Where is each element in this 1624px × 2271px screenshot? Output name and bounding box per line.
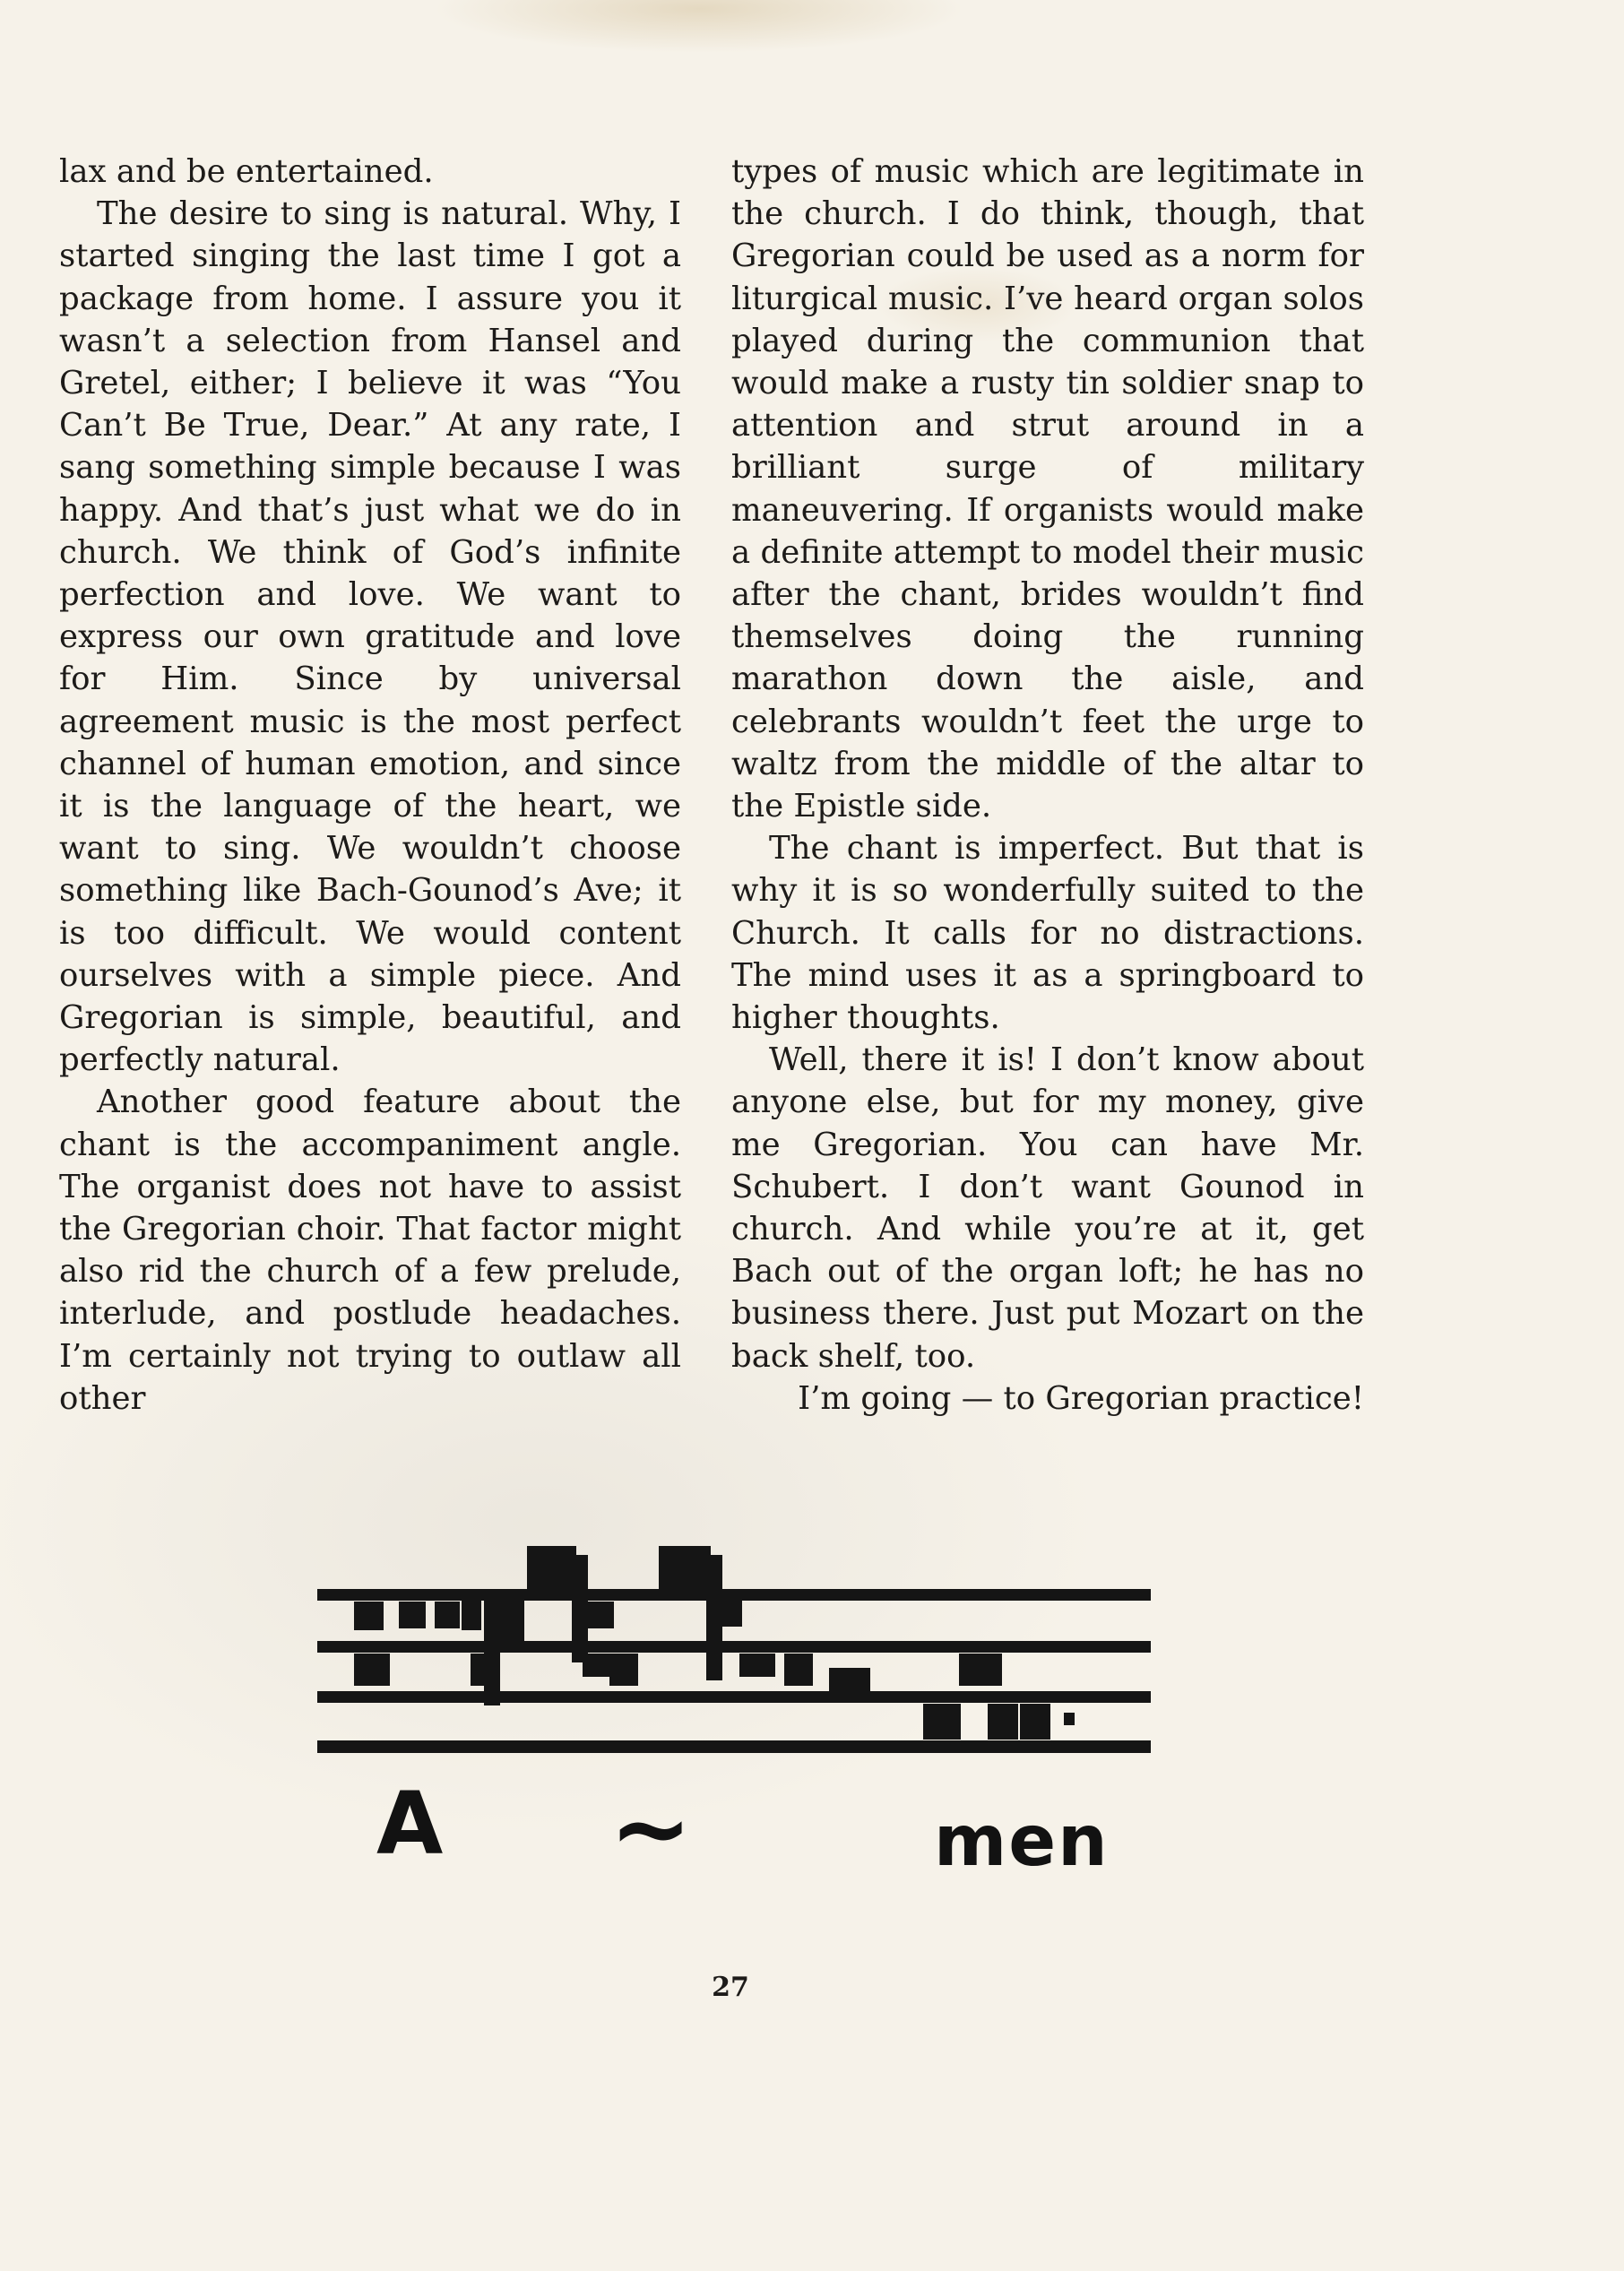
neume: [499, 1598, 524, 1643]
amen-tilde: ~: [609, 1771, 693, 1886]
staff-line: [317, 1641, 1151, 1653]
left-paragraph-2: The desire to sing is natural. Why, I started singing the last time I got a package from home. I assure you it wasn’t a selection from Hansel and Gretel, either; I believe it was “You Can’t Be True, Dear.” At any rate, I sang something simple because I was happy. And that’s just what we do in church. We think of God’s infinite perfection and love. We want to express our own gratitude and love for Him. Since by universal agreement music is the most perfect channel of human emotion, and since it is the language of the heart, we want to sing. We wouldn’t choose something like Bach-Gounod’s Ave; it is too difficult. We would content ourselves with a simple piece. And Gregorian is simple, beautiful, and perfectly natural.: [59, 195, 681, 1079]
neume: [583, 1654, 609, 1677]
left-column: [59, 151, 681, 1420]
neume: [471, 1654, 499, 1686]
neume: [829, 1668, 870, 1695]
page-number: 27: [712, 1972, 749, 2003]
neume: [988, 1704, 1018, 1740]
neume: [717, 1600, 742, 1627]
neume: [1064, 1713, 1075, 1725]
neume: [959, 1654, 1002, 1686]
neume: [572, 1555, 588, 1662]
neume: [484, 1598, 500, 1705]
right-paragraph-3: Well, there it is! I don’t know about anyone else, but for my money, give me Gregorian. You can have Mr. Schubert. I don’t want Gounod in church. And while you’re at it, get Bach out of the organ loft; he has no business there. Just put Mozart on the back shelf, too.: [731, 1041, 1364, 1375]
right-column: [731, 151, 1364, 1420]
neume: [462, 1598, 481, 1630]
neume: [587, 1602, 614, 1628]
amen-syllable-a: A: [376, 1774, 445, 1874]
gregorian-staff-illustration: [314, 1546, 1174, 1761]
neume: [923, 1704, 961, 1740]
neume: [435, 1602, 460, 1628]
neume: [1020, 1704, 1050, 1740]
neume: [399, 1602, 426, 1628]
left-paragraph-1: lax and be entertained.: [59, 153, 434, 190]
neume: [354, 1654, 390, 1686]
neume: [739, 1654, 775, 1677]
amen-syllable-men: men: [934, 1801, 1110, 1882]
staff-line: [317, 1740, 1151, 1753]
left-paragraph-3: Another good feature about the chant is the accompaniment angle. The organist does not have to assist the Gregorian choir. That factor might also rid the church of a few prelude, interlude, and postlude headaches. I’m certainly not trying to outlaw all other: [59, 1084, 681, 1417]
neume: [609, 1654, 638, 1686]
neume: [527, 1546, 576, 1589]
right-paragraph-1: types of music which are legitimate in the church. I do think, though, that Gregorian could be used as a norm for liturgical music. I’ve heard organ solos played during the communion that would make a rusty tin soldier snap to attention and strut around in a brilliant surge of military maneuvering. If organists would make a definite attempt to model their music after the chant, brides wouldn’t find themselves doing the running marathon down the aisle, and celebrants wouldn’t feet the urge to waltz from the middle of the altar to the Epistle side.: [731, 153, 1364, 825]
neume: [659, 1546, 711, 1589]
neume: [354, 1602, 384, 1630]
neume: [784, 1654, 813, 1686]
right-paragraph-2: The chant is imperfect. But that is why it is so wonderfully suited to the Church. It calls for no distractions. The mind uses it as a springboard to higher thoughts.: [731, 830, 1364, 1037]
staff-line: [317, 1589, 1151, 1601]
right-paragraph-4: I’m going — to Gregorian practice!: [798, 1379, 1364, 1417]
staff-line: [317, 1691, 1151, 1703]
